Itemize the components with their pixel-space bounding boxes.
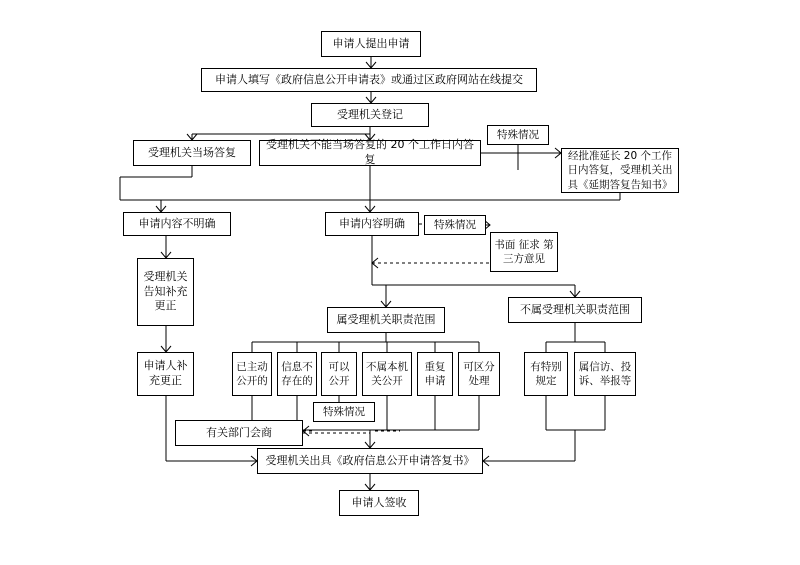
node-申请内容明确: 申请内容明确 <box>325 212 419 236</box>
node-不属受理机关职责范围: 不属受理机关职责范围 <box>508 297 642 323</box>
node-有关部门会商: 有关部门会商 <box>175 420 303 446</box>
node-信息不存在的: 信息不存在的 <box>277 352 317 396</box>
node-属信访投诉举报等: 属信访、投诉、举报等 <box>574 352 636 396</box>
node-申请人签收: 申请人签收 <box>339 490 419 516</box>
note-特殊情况-1: 特殊情况 <box>487 125 549 145</box>
node-重复申请: 重复申请 <box>417 352 453 396</box>
node-申请内容不明确: 申请内容不明确 <box>123 212 231 236</box>
node-不属本机关公开: 不属本机关公开 <box>362 352 412 396</box>
node-不能当场答复20个工作日: 受理机关不能当场答复的 20 个工作日内答复 <box>259 140 481 166</box>
node-有特别规定: 有特别规定 <box>524 352 568 396</box>
node-书面征求第三方意见: 书面 征求 第三方意见 <box>490 232 558 272</box>
node-已主动公开的: 已主动公开的 <box>232 352 272 396</box>
node-延期答复告知书: 经批准延长 20 个工作日内答复，受理机关出具《延期答复告知书》 <box>561 148 679 193</box>
node-可区分处理: 可区分处理 <box>458 352 500 396</box>
node-属受理机关职责范围: 属受理机关职责范围 <box>327 307 445 333</box>
node-申请人补充更正: 申请人补充更正 <box>137 352 194 396</box>
node-受理机关登记: 受理机关登记 <box>311 103 429 127</box>
node-申请人填写申请表: 申请人填写《政府信息公开申请表》或通过区政府网站在线提交 <box>201 68 537 92</box>
note-特殊情况-2: 特殊情况 <box>424 215 486 235</box>
node-可以公开: 可以公开 <box>321 352 357 396</box>
node-受理机关当场答复: 受理机关当场答复 <box>133 140 251 166</box>
node-受理机关告知补充更正: 受理机关告知补充更正 <box>137 258 194 326</box>
node-申请人提出申请: 申请人提出申请 <box>321 31 421 57</box>
note-特殊情况-3: 特殊情况 <box>313 402 375 422</box>
node-出具申请答复书: 受理机关出具《政府信息公开申请答复书》 <box>257 448 483 474</box>
